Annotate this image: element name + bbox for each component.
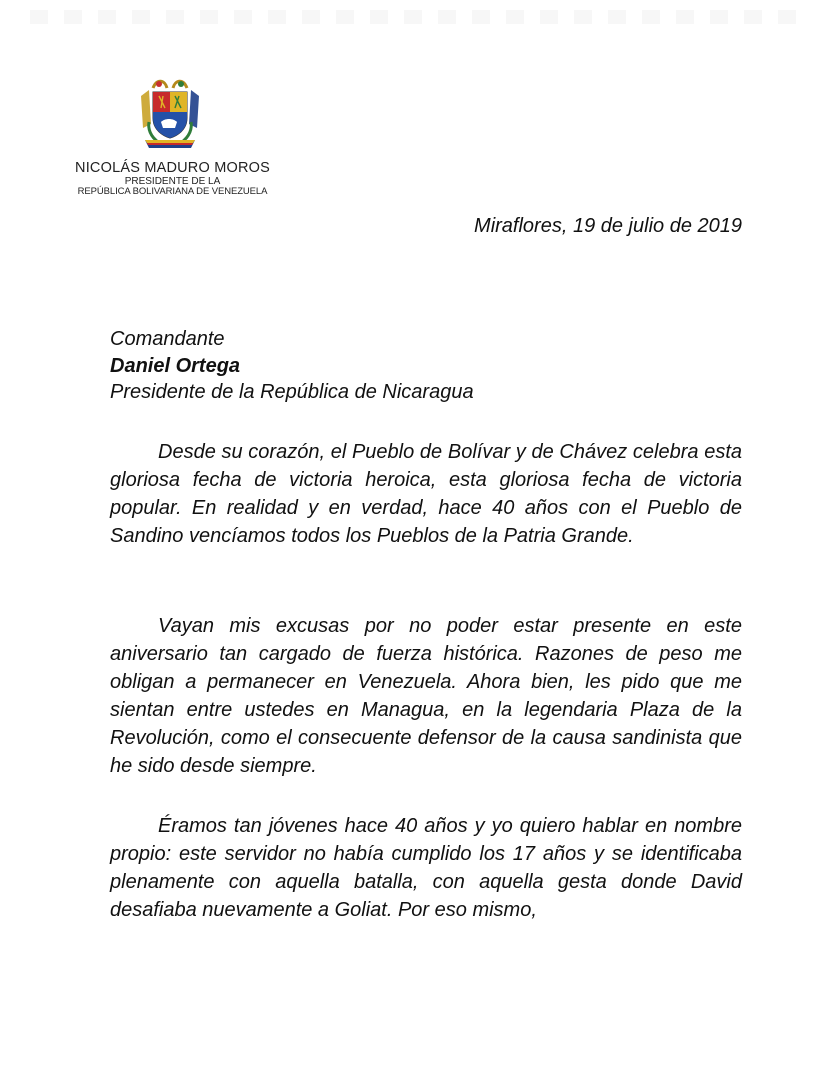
body-paragraph-2: Vayan mis excusas por no poder estar presente en este aniversario tan cargado de fuerza histórica. Razones de peso me obligan a permanecer en Venezuela. Ahora bien, les pido que me sientan entre ustedes en Managua, en la legendaria Plaza de la Revolución, como el consecuente defensor de la causa sandinista que he sido desde siempre. [110,615,742,777]
recipient-rank: Comandante [110,328,225,350]
letterhead-title-line1: PRESIDENTE DE LA [124,176,221,188]
body-paragraph-3: Éramos tan jóvenes hace 40 años y yo quiero hablar en nombre propio: este servidor no había cumplido los 17 años y se identificaba plenamente con aquella batalla, con aquella gesta donde David desafiaba nuevamente a Goliat. Por eso mismo, [110,815,742,921]
recipient-title: Presidente de la República de Nicaragua [110,381,474,404]
recipient-name: Daniel Ortega [110,354,241,377]
letter-date: Miraflores, 19 de julio de 2019 [474,215,742,237]
letterhead-title-line2: REPÚBLICA BOLIVARIANA DE VENEZUELA [77,186,268,198]
scan-noise [30,10,800,24]
body-paragraph-1: Desde su corazón, el Pueblo de Bolívar y de Chávez celebra esta gloriosa fecha de victoria heroica, esta gloriosa fecha de victoria popular. En realidad y en verdad, hace 40 años con el Pueblo de Sandino vencíamos todos los Pueblos de la Patria Grande. [110,441,742,547]
letterhead-name: NICOLÁS MADURO MOROS [75,160,270,176]
letterhead [60,160,285,198]
coat-of-arms-icon [135,76,205,152]
recipient-block [110,326,474,406]
